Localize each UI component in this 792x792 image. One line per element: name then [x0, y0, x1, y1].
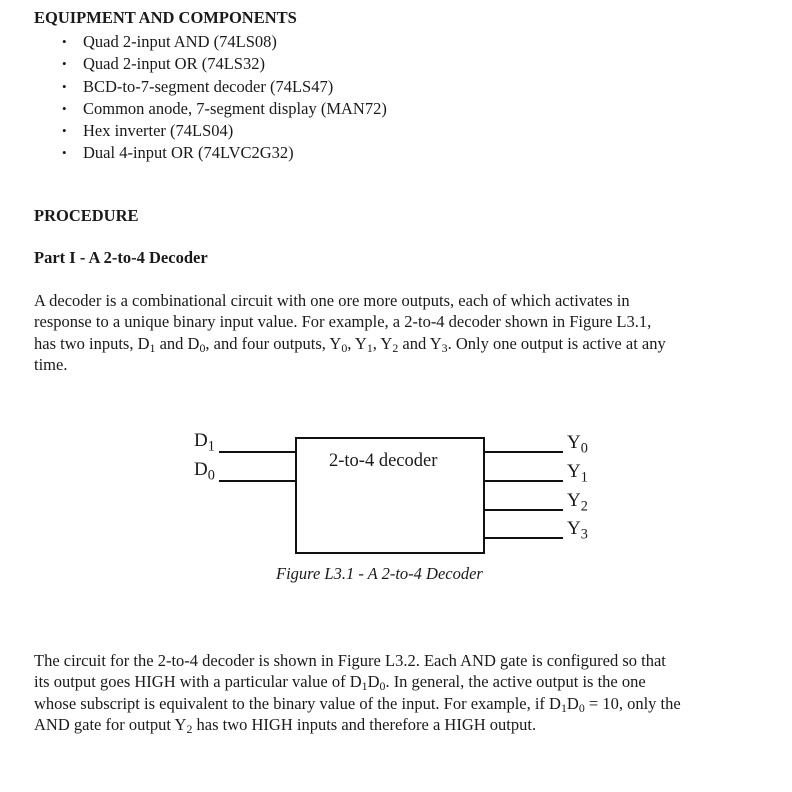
output-wire-y1	[484, 480, 563, 482]
output-wire-y2	[484, 509, 563, 511]
equipment-item: • Common anode, 7-segment display (MAN72)	[62, 98, 387, 118]
input-label-d0: $D_0$	[194, 459, 215, 484]
bullet-icon: •	[62, 145, 67, 161]
part1-heading: Part I - A 2-to-4 Decoder	[34, 248, 208, 267]
output-label-y2: $Y_2$	[567, 490, 588, 515]
equipment-item: • BCD-to-7-segment decoder (74LS47)	[62, 76, 334, 96]
input-wire-d1	[219, 451, 296, 453]
output-wire-y0	[484, 451, 563, 453]
decoder-block-label: 2-to-4 decoder	[329, 451, 438, 471]
input-wire-d0	[219, 480, 296, 482]
equipment-item: • Quad 2-input OR (74LS32)	[62, 54, 265, 74]
output-label-y3: $Y_3$	[567, 518, 588, 543]
equipment-item: • Quad 2-input AND (74LS08)	[62, 32, 277, 51]
figure-caption: Figure L3.1 - A 2-to-4 Decoder	[276, 564, 483, 583]
intro-paragraph: A decoder is a combinational circuit with one ore more outputs, each of which activates in response to a unique binary input value. For example, a 2-to-4 decoder shown in Figure L3.1, has two inputs, $D_1$ and $D_0$, and four outputs, $Y_0$, $Y_1$, $Y_2$ and $Y_3$. Only one output is active at any time.	[34, 291, 666, 374]
equipment-item: • Hex inverter (74LS04)	[62, 121, 234, 141]
input-label-d1: $D_1$	[194, 430, 215, 455]
bullet-icon: •	[62, 100, 67, 116]
bullet-icon: •	[62, 78, 67, 94]
output-label-y1: $Y_1$	[567, 461, 588, 486]
equipment-list	[62, 31, 387, 165]
circuit-paragraph: The circuit for the 2-to-4 decoder is shown in Figure L3.2. Each AND gate is configured so that its output goes HIGH with a particular value of $D_1D_0$. In general, the active output is the one whose subscript is equivalent to the binary value of the input. For example, if $D_1D_0 = 10$, only the AND gate for output $Y_2$ has two HIGH inputs and therefore a HIGH output.	[34, 651, 681, 736]
procedure-heading: PROCEDURE	[34, 206, 139, 225]
output-label-y0: $Y_0$	[567, 432, 588, 457]
equipment-item: • Dual 4-input OR (74LVC2G32)	[62, 143, 294, 163]
bullet-icon: •	[62, 56, 67, 72]
equipment-heading: EQUIPMENT AND COMPONENTS	[34, 8, 297, 27]
bullet-icon: •	[62, 34, 67, 49]
output-wire-y3	[484, 537, 563, 539]
bullet-icon: •	[62, 123, 67, 139]
